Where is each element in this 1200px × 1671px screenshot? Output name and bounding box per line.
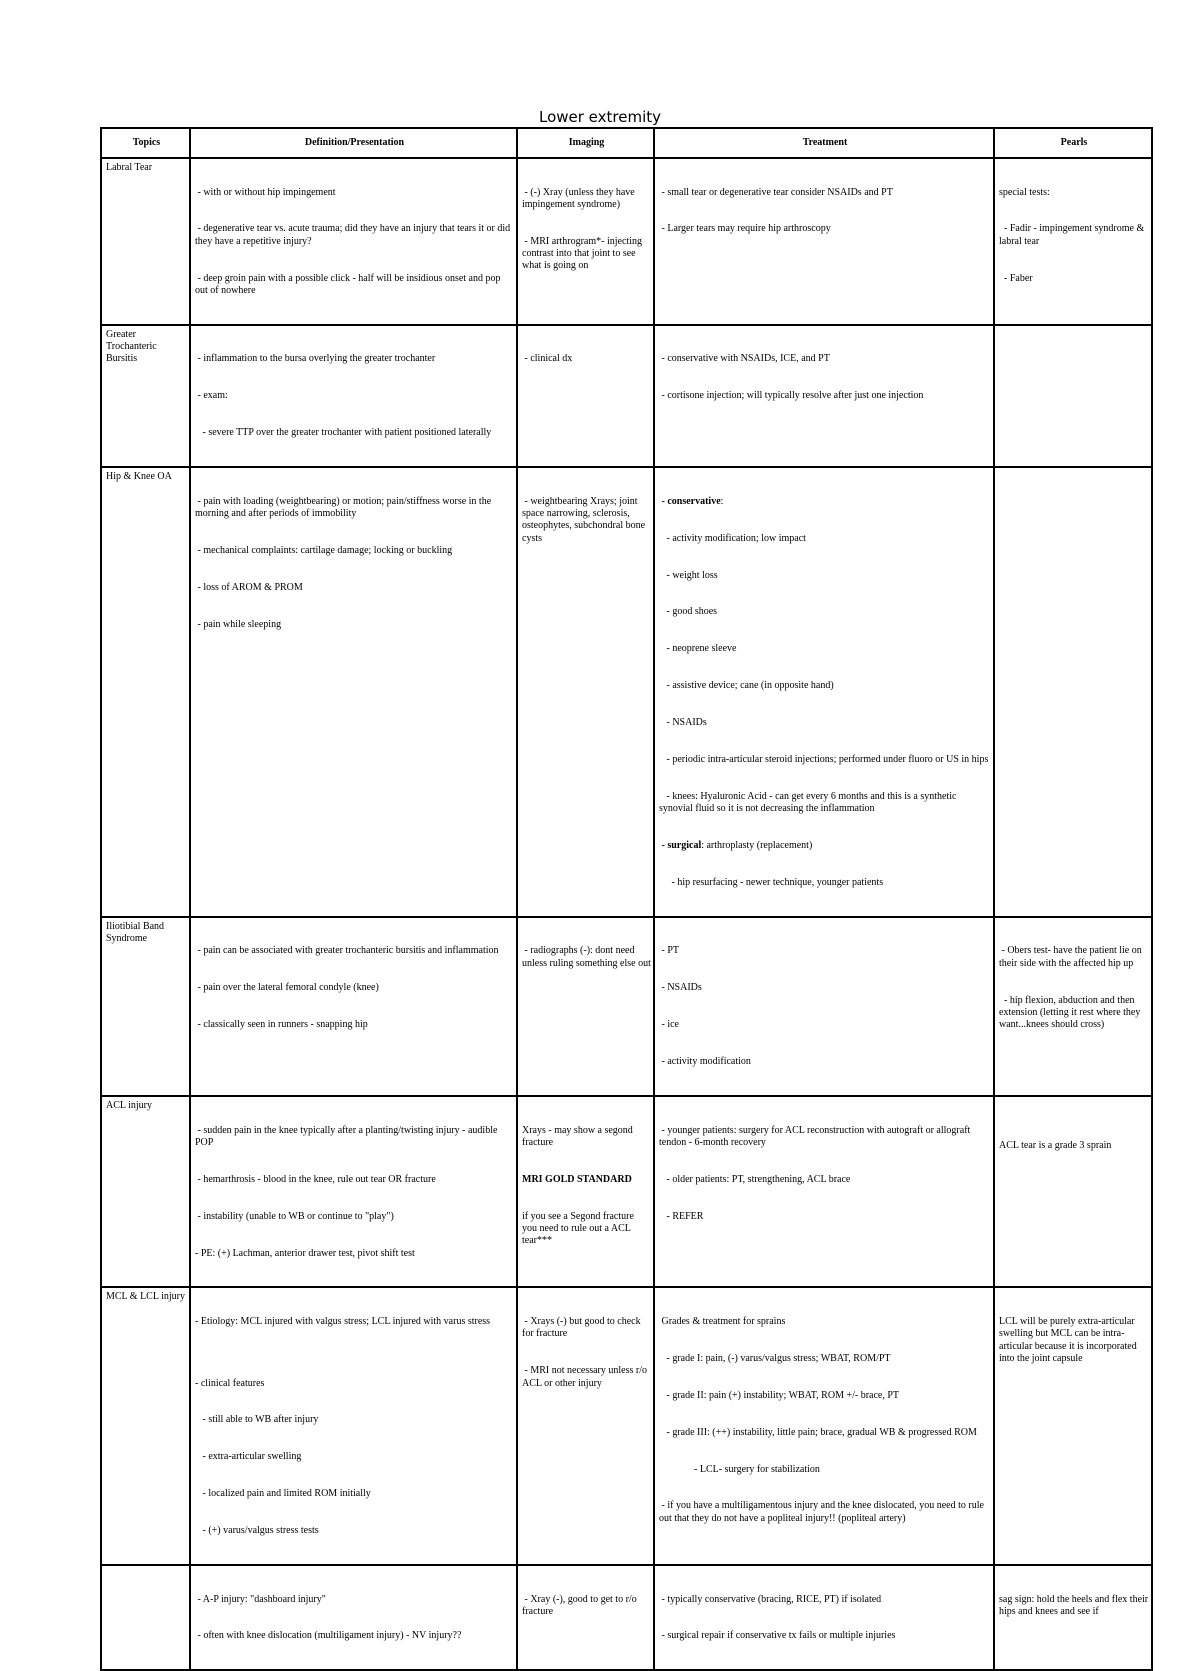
text-line: - deep groin pain with a possible click - half will be insidious onset and pop out of nowhere [195, 272, 503, 296]
treatment-cell [654, 917, 994, 1096]
text-line: - MRI not necessary unless r/o ACL or other injury [522, 1365, 649, 1389]
topic-cell: ACL injury [101, 1096, 190, 1287]
treatment-cell [654, 1096, 994, 1287]
text-line: - neoprene sleeve [659, 643, 737, 655]
pearls-cell [994, 467, 1152, 917]
text-line: - instability (unable to WB or continue to "play") [195, 1210, 394, 1222]
text-line: - A-P injury: "dashboard injury" [195, 1593, 326, 1605]
text-line: - pain while sleeping [195, 618, 282, 630]
text-line: - ice [659, 1019, 679, 1031]
text-line: - grade III: (++) instability, little pain; brace, gradual WB & progressed ROM [659, 1426, 977, 1438]
header-row [101, 128, 1152, 158]
imaging-cell [517, 1565, 654, 1670]
text-line: - grade II: pain (+) instability; WBAT, ROM +/- brace, PT [659, 1389, 900, 1401]
text-fragment: : [720, 495, 724, 507]
definition-cell [190, 325, 517, 467]
text-line: - Fadir - impingement syndrome & labral tear [999, 223, 1147, 247]
text-line: - often with knee dislocation (multiligament injury) - NV injury?? [195, 1630, 462, 1642]
text-line: - loss of AROM & PROM [195, 581, 303, 593]
definition-cell [190, 1287, 517, 1565]
text-line: - Xray (-), good to get to r/o fracture [522, 1593, 640, 1617]
text-line: - MRI arthrogram*- injecting contrast into that joint to see what is going on [522, 235, 645, 272]
text-line: - periodic intra-articular steroid injections; performed under fluoro or US in hips [659, 753, 989, 765]
text-line: - conservative with NSAIDs, ICE, and PT [659, 353, 830, 365]
imaging-cell [517, 1096, 654, 1287]
text-line: - hip resurfacing - newer technique, younger patients [659, 876, 884, 888]
pearls-cell [994, 917, 1152, 1096]
text-line: - Faber [999, 272, 1033, 284]
text-line: - still able to WB after injury [195, 1414, 319, 1426]
gold-standard-label: MRI GOLD STANDARD [522, 1173, 632, 1185]
text-line: - Obers test- have the patient lie on their side with the affected hip up [999, 945, 1145, 969]
text-line: - REFER [659, 1210, 704, 1222]
text-line: sag sign: hold the heels and flex their hips and knees and see if [999, 1593, 1151, 1617]
table-row [101, 158, 1152, 325]
header-pearls: Pearls [994, 128, 1152, 158]
text-line: - pain with loading (weightbearing) or motion; pain/stiffness worse in the morning and after periods of immobility [195, 495, 494, 520]
text-line: - localized pain and limited ROM initially [195, 1488, 371, 1500]
treatment-cell [654, 158, 994, 325]
table-row [101, 1287, 1152, 1565]
text-line: - typically conservative (bracing, RICE, PT) if isolated [659, 1593, 882, 1605]
table-row [101, 467, 1152, 917]
definition-cell [190, 1096, 517, 1287]
text-line: - LCL- surgery for stabilization [659, 1463, 820, 1475]
header-imaging: Imaging [517, 128, 654, 158]
treatment-cell [654, 1565, 994, 1670]
imaging-cell [517, 467, 654, 917]
text-line: - activity modification [659, 1056, 751, 1068]
text-line: - weight loss [659, 569, 718, 581]
topic-cell: Labral Tear [101, 158, 190, 325]
text-line [659, 496, 991, 508]
text-line: Grades & treatment for sprains [659, 1316, 786, 1328]
pearls-cell [994, 325, 1152, 467]
text-line: special tests: [999, 186, 1050, 198]
text-line: - grade I: pain, (-) varus/valgus stress; WBAT, ROM/PT [659, 1352, 891, 1364]
text-line: - hemarthrosis - blood in the knee, rule out tear OR fracture [195, 1173, 436, 1185]
text-line: - pain can be associated with greater trochanteric bursitis and inflammation [195, 945, 499, 957]
pearls-cell [994, 1287, 1152, 1565]
topic-cell: Iliotibial Band Syndrome [101, 917, 190, 1096]
text-line: - with or without hip impingement [195, 186, 336, 198]
text-line: - PE: (+) Lachman, anterior drawer test, pivot shift test [195, 1247, 415, 1259]
surgical-label: - surgical [659, 840, 702, 852]
pearls-cell [994, 158, 1152, 325]
text-line: - hip flexion, abduction and then extension (letting it rest where they want...knees should cross) [999, 994, 1143, 1031]
text-line: - cortisone injection; will typically resolve after just one injection [659, 390, 924, 402]
imaging-cell [517, 325, 654, 467]
text-line: - mechanical complaints: cartilage damage; locking or buckling [195, 544, 453, 556]
text-line: - sudden pain in the knee typically after a planting/twisting injury - audible POP [195, 1124, 500, 1148]
text-line: - NSAIDs [659, 717, 707, 729]
pearls-cell [994, 1096, 1152, 1287]
text-line: - surgical repair if conservative tx fails or multiple injuries [659, 1630, 896, 1642]
page-title: Lower extremity [538, 108, 662, 126]
text-line: - Larger tears may require hip arthroscopy [659, 223, 831, 235]
treatment-cell [654, 1287, 994, 1565]
text-line: - severe TTP over the greater trochanter with patient positioned laterally [195, 427, 492, 439]
text-line: - PT [659, 945, 679, 957]
text-line: - knees: Hyaluronic Acid - can get every 6 months and this is a synthetic synovial fluid so it is not decreasing the inflammation [659, 790, 959, 815]
text-line: - pain over the lateral femoral condyle (knee) [195, 982, 379, 994]
topic-cell: Hip & Knee OA [101, 467, 190, 917]
imaging-cell [517, 917, 654, 1096]
text-line: - inflammation to the bursa overlying the greater trochanter [195, 353, 436, 365]
text-line: - weightbearing Xrays; joint space narrowing, sclerosis, osteophytes, subchondral bone cysts [522, 495, 648, 544]
text-line: - NSAIDs [659, 982, 702, 994]
treatment-cell [654, 325, 994, 467]
table-row [101, 325, 1152, 467]
text-line: - Etiology: MCL injured with valgus stress; LCL injured with varus stress [195, 1316, 491, 1328]
header-treatment: Treatment [654, 128, 994, 158]
text-line: - small tear or degenerative tear consider NSAIDs and PT [659, 186, 893, 198]
header-definition: Definition/Presentation [190, 128, 517, 158]
definition-cell [190, 158, 517, 325]
definition-cell [190, 917, 517, 1096]
text-fragment: : arthroplasty (replacement) [701, 840, 813, 852]
text-line: - activity modification; low impact [659, 532, 806, 544]
text-line: - extra-articular swelling [195, 1451, 302, 1463]
imaging-cell [517, 1287, 654, 1565]
text-line: - (-) Xray (unless they have impingement syndrome) [522, 186, 638, 210]
table-row [101, 1096, 1152, 1287]
imaging-cell [517, 158, 654, 325]
text-line: - clinical dx [522, 353, 573, 365]
text-line: - classically seen in runners - snapping hip [195, 1019, 368, 1031]
definition-cell [190, 467, 517, 917]
pearls-cell [994, 1565, 1152, 1670]
text-line: Xrays - may show a segond fracture [522, 1124, 636, 1148]
text-line: - older patients: PT, strengthening, ACL brace [659, 1173, 851, 1185]
text-line [659, 840, 991, 852]
treatment-cell [654, 467, 994, 917]
text-line: - exam: [195, 390, 228, 402]
text-line: - clinical features [195, 1377, 265, 1389]
text-line: - (+) varus/valgus stress tests [195, 1525, 319, 1537]
table-row [101, 917, 1152, 1096]
text-line: - good shoes [659, 606, 718, 618]
topic-cell [101, 1565, 190, 1670]
topic-cell: MCL & LCL injury [101, 1287, 190, 1565]
text-line: - assistive device; cane (in opposite hand) [659, 680, 834, 692]
text-line: - if you have a multiligamentous injury and the knee dislocated, you need to rule out that they do not have a popliteal injury!! (popliteal artery) [659, 1500, 987, 1524]
lower-extremity-table [100, 127, 1153, 1671]
text-line: LCL will be purely extra-articular swelling but MCL can be intra-articular because it is incorporated into the joint capsule [999, 1316, 1140, 1364]
header-topics: Topics [101, 128, 190, 158]
topic-cell: Greater Trochanteric Bursitis [101, 325, 190, 467]
definition-cell [190, 1565, 517, 1670]
table-row [101, 1565, 1152, 1670]
conservative-label: - conservative [659, 495, 721, 507]
text-line: - radiographs (-): dont need unless ruling something else out [522, 945, 651, 969]
text-line: - degenerative tear vs. acute trauma; did they have an injury that tears it or did they have a repetitive injury? [195, 223, 513, 247]
text-line: if you see a Segond fracture you need to rule out a ACL tear*** [522, 1210, 637, 1247]
text-line: ACL tear is a grade 3 sprain [999, 1139, 1112, 1151]
text-line: - younger patients: surgery for ACL reconstruction with autograft or allograft tendon - 6-month recovery [659, 1124, 973, 1148]
text-line: - Xrays (-) but good to check for fracture [522, 1316, 644, 1340]
